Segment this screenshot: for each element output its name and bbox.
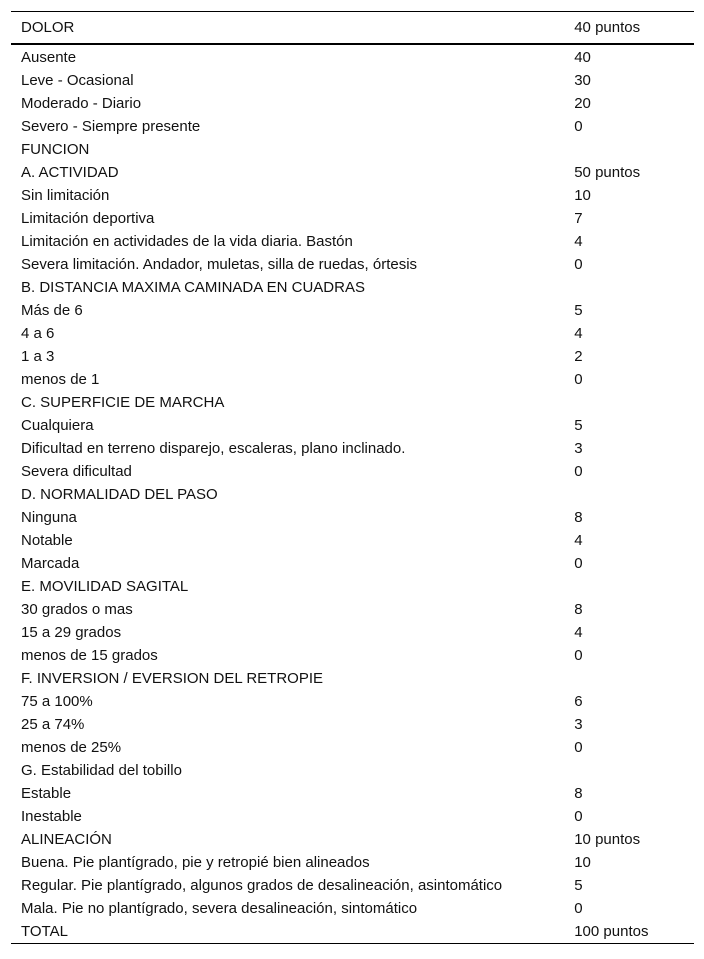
table-row — [11, 713, 694, 736]
row-points: 4 — [574, 233, 583, 250]
table-row — [11, 483, 694, 506]
table-row — [11, 161, 694, 184]
row-points — [564, 483, 694, 506]
row-label: Marcada — [21, 555, 80, 572]
row-label: 25 a 74% — [21, 716, 85, 733]
row-label: C. SUPERFICIE DE MARCHA — [21, 394, 225, 411]
row-label: Dificultad en terreno disparejo, escaleras, plano inclinado. — [21, 440, 406, 457]
table-row — [11, 828, 694, 851]
table-row — [11, 414, 694, 437]
table-row — [11, 368, 694, 391]
table-row — [11, 506, 694, 529]
scoring-table — [11, 11, 694, 944]
row-label: Leve - Ocasional — [21, 72, 134, 89]
table-row — [11, 805, 694, 828]
row-label: 30 grados o mas — [21, 601, 133, 618]
row-label: A. ACTIVIDAD — [21, 164, 119, 181]
row-points — [564, 667, 694, 690]
row-label: Ninguna — [21, 509, 77, 526]
row-points: 6 — [574, 693, 583, 710]
table-row — [11, 276, 694, 299]
table-row — [11, 529, 694, 552]
table-row — [11, 207, 694, 230]
row-label: Moderado - Diario — [21, 95, 142, 112]
row-points: 2 — [574, 348, 583, 365]
table-row — [11, 44, 694, 69]
table-row — [11, 575, 694, 598]
row-label: Severo - Siempre presente — [21, 118, 201, 135]
row-label: Estable — [21, 785, 72, 802]
row-label: Cualquiera — [21, 417, 94, 434]
table-row — [11, 667, 694, 690]
table-row — [11, 782, 694, 805]
table-row — [11, 552, 694, 575]
row-points: 5 — [574, 417, 583, 434]
row-points: 0 — [574, 463, 583, 480]
row-label: D. NORMALIDAD DEL PASO — [21, 486, 218, 503]
row-label: 75 a 100% — [21, 693, 93, 710]
header-label: DOLOR — [21, 19, 75, 36]
row-points: 8 — [574, 509, 583, 526]
row-points: 5 — [574, 877, 583, 894]
row-label: 1 a 3 — [21, 348, 55, 365]
row-points: 8 — [574, 785, 583, 802]
row-points: 0 — [574, 256, 583, 273]
table-row — [11, 759, 694, 782]
table-header — [11, 12, 694, 45]
table-row — [11, 345, 694, 368]
row-label: ALINEACIÓN — [21, 831, 112, 848]
table-row — [11, 391, 694, 414]
row-points: 0 — [574, 739, 583, 756]
row-points — [564, 391, 694, 414]
row-label: Regular. Pie plantígrado, algunos grados de desalineación, asintomático — [21, 877, 503, 894]
table-row — [11, 690, 694, 713]
row-points: 7 — [574, 210, 583, 227]
table-row — [11, 230, 694, 253]
row-points: 0 — [574, 808, 583, 825]
header-row — [11, 12, 694, 45]
row-label: Notable — [21, 532, 73, 549]
header-points: 40 puntos — [574, 19, 641, 36]
row-label: menos de 25% — [21, 739, 122, 756]
row-points: 50 puntos — [574, 164, 641, 181]
row-label: Inestable — [21, 808, 82, 825]
table-row — [11, 897, 694, 920]
table-row — [11, 460, 694, 483]
row-label: B. DISTANCIA MAXIMA CAMINADA EN CUADRAS — [21, 279, 365, 296]
table-row — [11, 598, 694, 621]
row-points: 4 — [574, 325, 583, 342]
row-label: Buena. Pie plantígrado, pie y retropié bien alineados — [21, 854, 370, 871]
row-label: TOTAL — [11, 920, 564, 944]
table-row — [11, 920, 694, 944]
row-points: 0 — [574, 555, 583, 572]
table-row — [11, 874, 694, 897]
table-row — [11, 253, 694, 276]
row-label: F. INVERSION / EVERSION DEL RETROPIE — [21, 670, 324, 687]
row-label: Limitación en actividades de la vida diaria. Bastón — [21, 233, 353, 250]
row-points: 0 — [574, 647, 583, 664]
row-points: 20 — [574, 95, 591, 112]
table-row — [11, 184, 694, 207]
row-points — [564, 138, 694, 161]
row-label: menos de 15 grados — [21, 647, 158, 664]
table-row — [11, 138, 694, 161]
table-body — [11, 44, 694, 944]
table-row — [11, 621, 694, 644]
row-points: 0 — [574, 900, 583, 917]
row-points: 10 — [574, 187, 591, 204]
table-row — [11, 851, 694, 874]
table-row — [11, 736, 694, 759]
row-points: 3 — [574, 440, 583, 457]
table-row — [11, 299, 694, 322]
row-label: Sin limitación — [21, 187, 110, 204]
table-row — [11, 437, 694, 460]
row-points — [564, 276, 694, 299]
row-label: Severa limitación. Andador, muletas, silla de ruedas, órtesis — [21, 256, 418, 273]
row-points: 0 — [574, 371, 583, 388]
row-label: Severa dificultad — [21, 463, 132, 480]
table-row — [11, 644, 694, 667]
row-label: 4 a 6 — [21, 325, 55, 342]
row-label: Mala. Pie no plantígrado, severa desalineación, sintomático — [21, 900, 418, 917]
row-label: G. Estabilidad del tobillo — [21, 762, 182, 779]
row-points: 10 — [574, 854, 591, 871]
row-points: 5 — [574, 302, 583, 319]
row-points: 100 puntos — [564, 920, 694, 944]
row-points — [564, 575, 694, 598]
row-points — [564, 759, 694, 782]
row-points: 40 — [574, 49, 591, 66]
row-label: E. MOVILIDAD SAGITAL — [21, 578, 189, 595]
row-points: 0 — [574, 118, 583, 135]
table-row — [11, 69, 694, 92]
row-label: Limitación deportiva — [21, 210, 155, 227]
row-points: 30 — [574, 72, 591, 89]
row-points: 4 — [574, 532, 583, 549]
row-label: 15 a 29 grados — [21, 624, 122, 641]
row-points: 3 — [574, 716, 583, 733]
table-row — [11, 322, 694, 345]
table-row — [11, 92, 694, 115]
row-label: FUNCION — [21, 141, 90, 158]
row-label: menos de 1 — [21, 371, 100, 388]
table-row — [11, 115, 694, 138]
row-label: Más de 6 — [21, 302, 83, 319]
scoring-table-container — [11, 11, 694, 944]
row-label: Ausente — [21, 49, 77, 66]
row-points: 4 — [574, 624, 583, 641]
row-points: 8 — [574, 601, 583, 618]
row-points: 10 puntos — [574, 831, 641, 848]
